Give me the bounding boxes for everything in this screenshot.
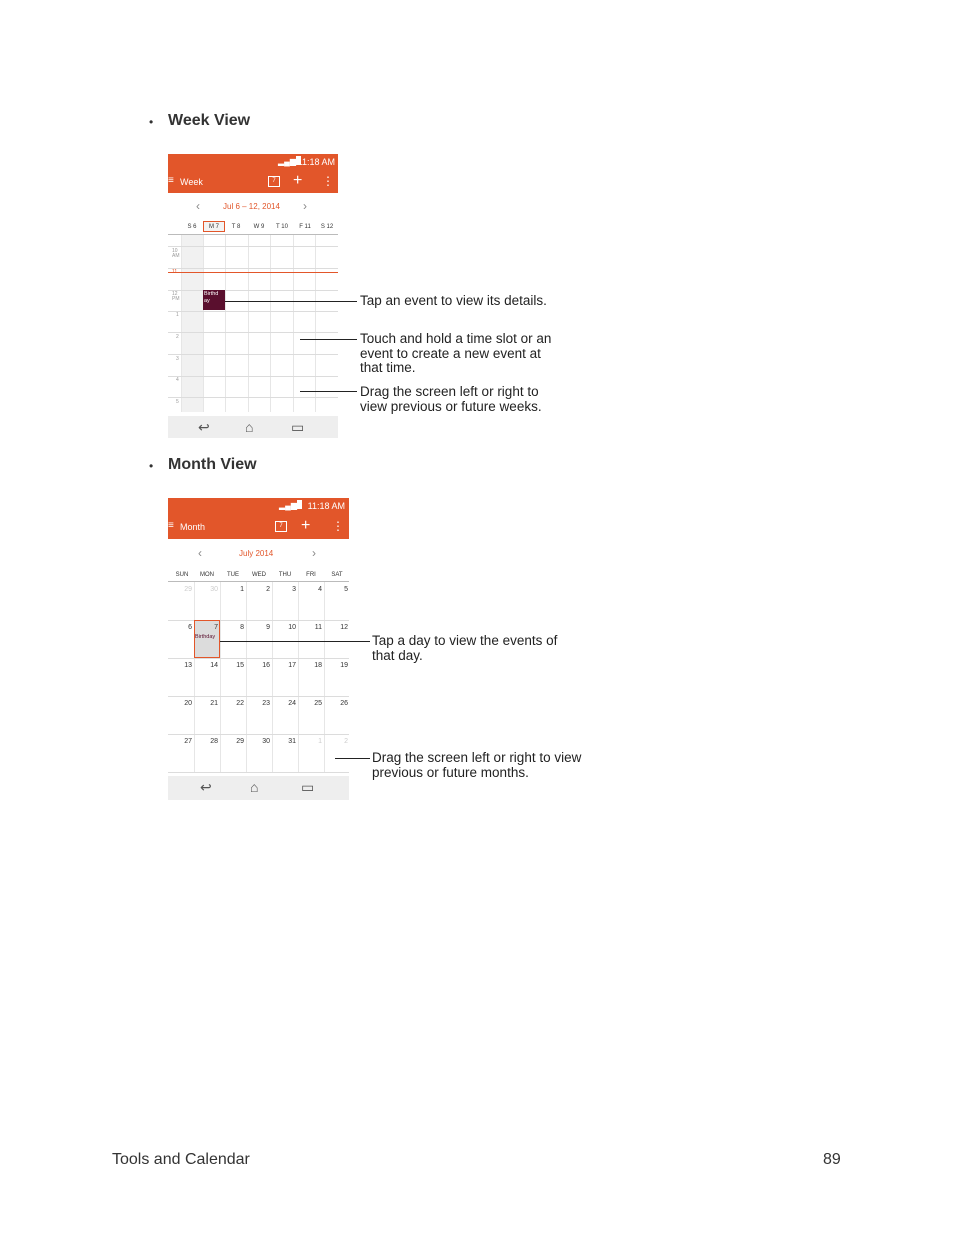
grid-column-line [298,582,299,772]
status-bar [168,154,338,170]
weekday-header: WED [252,572,266,578]
signal-icon: ▂▄▆ [279,501,297,510]
more-options-icon[interactable]: ⋮ [332,519,344,533]
callout-line [300,391,357,392]
section-title-month-view: Month View [168,456,257,473]
day-header[interactable]: S 6 [187,224,197,230]
grid-column-line [270,235,271,412]
home-icon[interactable]: ⌂ [250,779,259,795]
week-view-screenshot [168,154,338,438]
home-icon[interactable]: ⌂ [245,419,254,435]
app-bar [168,170,338,193]
time-label: 1 [176,312,179,318]
header-divider [168,581,349,582]
recent-apps-icon[interactable]: ▭ [301,779,315,795]
day-number[interactable]: 14 [210,662,218,669]
grid-column-line [315,235,316,412]
menu-icon[interactable]: ≡ [168,520,174,531]
day-header[interactable]: S 12 [320,224,334,230]
callout-line [300,339,357,340]
day-number[interactable]: 26 [340,700,348,707]
time-label: 5 [176,399,179,405]
chevron-left-icon[interactable]: ‹ [196,199,200,213]
hour-line [168,376,338,377]
signal-icon: ▂▄▆ [278,157,296,166]
hour-line [168,311,338,312]
day-number[interactable]: 18 [314,662,322,669]
day-number[interactable]: 9 [266,624,270,631]
bullet: • [149,115,154,129]
day-number[interactable]: 23 [262,700,270,707]
grid-column-line [248,235,249,412]
day-number[interactable]: 8 [240,624,244,631]
grid-column-line [225,235,226,412]
grid-column-line [324,582,325,772]
day-number[interactable]: 1 [318,738,322,745]
grid-column-line [220,582,221,772]
status-time: 11:18 AM [297,157,335,167]
weekday-header: TUE [227,572,239,578]
back-icon[interactable]: ↩ [198,419,210,435]
time-label: 4 [176,377,179,383]
day-number[interactable]: 2 [266,586,270,593]
status-time: 11:18 AM [307,501,345,511]
app-bar [168,514,349,539]
add-event-icon[interactable]: + [293,172,303,189]
add-event-icon[interactable]: + [301,517,311,534]
callout-line [335,758,370,759]
weekday-header: SUN [175,572,189,578]
today-calendar-icon[interactable]: 7 [268,176,280,187]
grid-column-line [203,235,204,412]
day-number[interactable]: 29 [184,586,192,593]
day-header[interactable]: F 11 [299,224,311,230]
day-number[interactable]: 30 [210,586,218,593]
week-row-line [168,658,349,659]
day-number[interactable]: 31 [288,738,296,745]
page-number: 89 [823,1151,841,1168]
week-row-line [168,696,349,697]
battery-icon [297,500,302,509]
today-calendar-icon[interactable]: 7 [275,521,287,532]
callout-drag-weeks: Drag the screen left or right to view previous or future weeks. [360,384,542,414]
hour-line [168,397,338,398]
system-nav-bar [168,776,349,800]
day-header[interactable]: T 10 [276,224,288,230]
back-icon[interactable]: ↩ [200,779,212,795]
day-number[interactable]: 30 [262,738,270,745]
view-title: Week [180,177,203,187]
day-header[interactable]: M 7 [208,224,219,230]
footer-section-title: Tools and Calendar [112,1151,250,1168]
weekday-header: THU [278,572,292,578]
day-number[interactable]: 25 [314,700,322,707]
time-label: 11 [172,269,178,275]
section-title-week-view: Week View [168,112,251,129]
day-number[interactable]: 1 [240,586,244,593]
month-view-screenshot [168,498,349,800]
grid-column-line [246,582,247,772]
day-number[interactable]: 6 [188,624,192,631]
system-nav-bar [168,416,338,438]
day-number[interactable]: 21 [210,700,218,707]
day-number[interactable]: 22 [236,700,244,707]
menu-icon[interactable]: ≡ [168,175,174,186]
day-header[interactable]: W 9 [253,224,265,230]
grid-column-line [293,235,294,412]
week-range-label: Jul 6 – 12, 2014 [223,202,280,211]
callout-drag-months: Drag the screen left or right to view previous or future months. [372,750,582,780]
hour-line [168,268,338,269]
day-number[interactable]: 24 [288,700,296,707]
chevron-right-icon[interactable]: › [312,546,316,560]
hour-line [168,354,338,355]
day-number[interactable]: 15 [236,662,244,669]
day-number[interactable]: 16 [262,662,270,669]
time-label: 3 [176,356,179,362]
time-label: 10 AM [172,248,180,259]
status-bar [168,498,349,514]
week-row-line [168,772,349,773]
birthday-event[interactable]: Birthd ay [203,290,225,310]
callout-line [220,641,370,642]
weekday-header: MON [200,572,214,578]
weekday-header: FRI [306,572,316,578]
day-header[interactable]: T 8 [231,224,241,230]
view-title: Month [180,522,206,532]
day-number[interactable]: 28 [210,738,218,745]
chevron-right-icon[interactable]: › [303,199,307,213]
day-number[interactable]: 20 [184,700,192,707]
grid-column-line [181,235,182,412]
grid-column-line [194,582,195,772]
weekday-header: SAT [331,572,343,578]
time-label: 2 [176,334,179,340]
day-number[interactable]: 13 [184,662,192,669]
day-number[interactable]: 3 [292,586,296,593]
callout-tap-day: Tap a day to view the events of that day. [372,633,558,663]
grid-column-line [272,582,273,772]
hour-line [168,332,338,333]
day-number[interactable]: 10 [288,624,296,631]
day-number[interactable]: 4 [318,586,322,593]
day-number[interactable]: 7 [214,624,218,631]
hour-line [168,246,338,247]
callout-touch-hold: Touch and hold a time slot or an event to create a new event at that time. [360,331,552,375]
day-number[interactable]: 29 [236,738,244,745]
callout-line [225,301,357,302]
recent-apps-icon[interactable]: ▭ [291,419,305,435]
bullet: • [149,459,154,473]
day-number[interactable]: 11 [314,624,322,631]
callout-tap-event: Tap an event to view its details. [360,293,547,308]
month-label: July 2014 [239,549,274,558]
day-number[interactable]: 17 [288,662,296,669]
time-label: 12 PM [172,291,180,302]
day-number[interactable]: 5 [344,586,348,593]
birthday-event-label[interactable]: Birthday [195,634,216,640]
more-options-icon[interactable]: ⋮ [322,174,334,188]
sunday-column-shade [181,235,203,412]
day-number[interactable]: 2 [344,738,348,745]
day-number[interactable]: 27 [184,738,192,745]
day-number[interactable]: 12 [340,624,348,631]
day-number[interactable]: 19 [340,662,348,669]
hour-line [168,290,338,291]
week-row-line [168,734,349,735]
chevron-left-icon[interactable]: ‹ [198,546,202,560]
